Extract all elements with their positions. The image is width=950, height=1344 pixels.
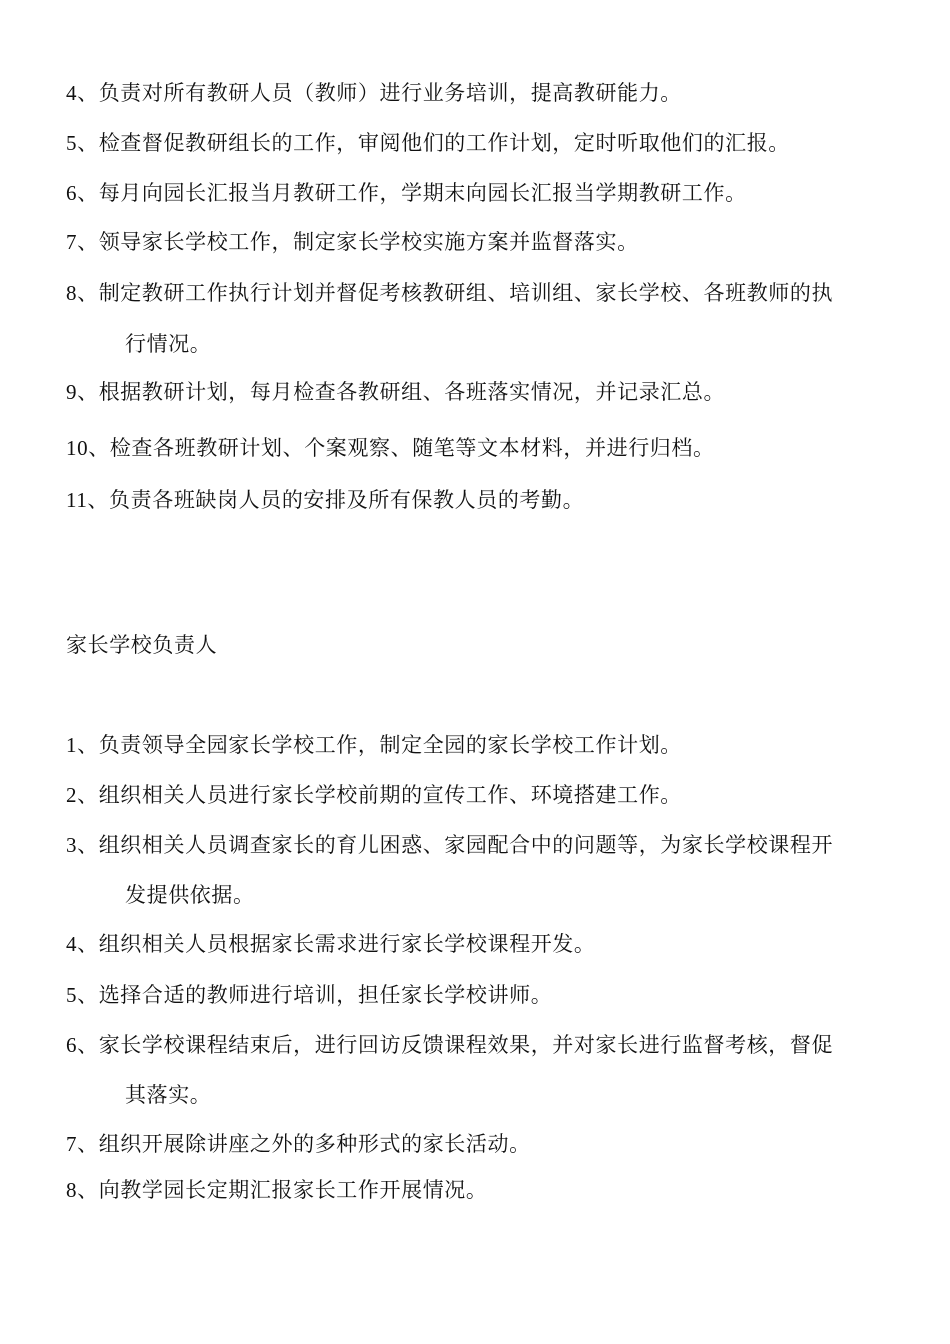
list-item: 8、制定教研工作执行计划并督促考核教研组、培训组、家长学校、各班教师的执 — [66, 281, 834, 305]
list-item: 1、负责领导全园家长学校工作，制定全园的家长学校工作计划。 — [66, 733, 682, 757]
list-item: 8、向教学园长定期汇报家长工作开展情况。 — [66, 1178, 488, 1202]
list-item-continuation: 发提供依据。 — [125, 883, 255, 907]
list-item: 11、负责各班缺岗人员的安排及所有保教人员的考勤。 — [66, 488, 585, 512]
list-item: 9、根据教研计划，每月检查各教研组、各班落实情况，并记录汇总。 — [66, 380, 726, 404]
list-item: 10、检查各班教研计划、个案观察、随笔等文本材料，并进行归档。 — [66, 436, 715, 460]
list-item: 5、选择合适的教师进行培训，担任家长学校讲师。 — [66, 983, 553, 1007]
section-heading: 家长学校负责人 — [66, 633, 218, 657]
list-item-continuation: 行情况。 — [125, 332, 212, 356]
list-item: 5、检查督促教研组长的工作，审阅他们的工作计划，定时听取他们的汇报。 — [66, 131, 790, 155]
list-item: 2、组织相关人员进行家长学校前期的宣传工作、环境搭建工作。 — [66, 783, 682, 807]
list-item: 3、组织相关人员调查家长的育儿困惑、家园配合中的问题等，为家长学校课程开 — [66, 833, 834, 857]
list-item: 4、组织相关人员根据家长需求进行家长学校课程开发。 — [66, 932, 596, 956]
list-item: 6、每月向园长汇报当月教研工作，学期末向园长汇报当学期教研工作。 — [66, 181, 747, 205]
list-item-continuation: 其落实。 — [125, 1083, 212, 1107]
list-item: 7、组织开展除讲座之外的多种形式的家长活动。 — [66, 1132, 531, 1156]
list-item: 6、家长学校课程结束后，进行回访反馈课程效果，并对家长进行监督考核，督促 — [66, 1033, 834, 1057]
list-item: 4、负责对所有教研人员（教师）进行业务培训，提高教研能力。 — [66, 81, 682, 105]
list-item: 7、领导家长学校工作，制定家长学校实施方案并监督落实。 — [66, 230, 639, 254]
